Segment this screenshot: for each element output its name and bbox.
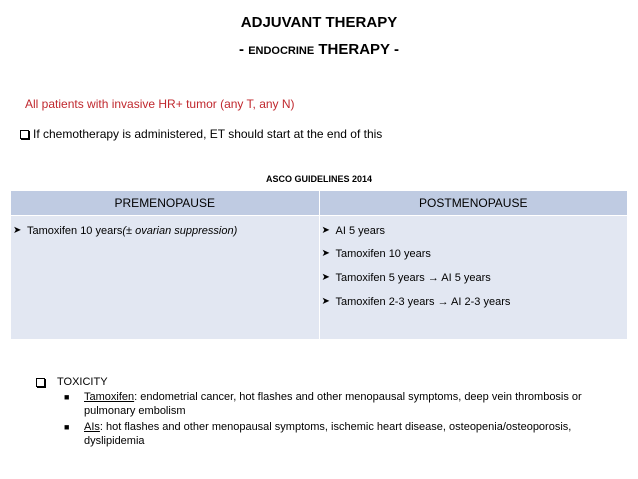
premenopause-note: (± ovarian suppression) bbox=[122, 225, 238, 237]
toxicity-heading-text: TOXICITY bbox=[57, 376, 108, 388]
checkbox-bullet-icon bbox=[20, 130, 29, 139]
subtitle-suffix: THERAPY - bbox=[314, 41, 399, 58]
checkbox-bullet-icon bbox=[36, 378, 45, 387]
list-item bbox=[11, 216, 319, 238]
square-bullet-icon: ■ bbox=[64, 392, 70, 402]
chemo-note-text: If chemotherapy is administered, ET should start at the end of this bbox=[33, 127, 383, 141]
chemo-note bbox=[20, 127, 382, 142]
guidelines-table bbox=[10, 190, 628, 340]
postmenopause-option: AI 5 years bbox=[335, 225, 386, 237]
toxicity-description: : endometrial cancer, hot flashes and other menopausal symptoms, deep vein thrombosis or pulmonary embolism bbox=[84, 391, 582, 417]
premenopause-cell bbox=[11, 216, 320, 340]
list-item bbox=[64, 390, 624, 418]
arrow-bullet-icon: ➤ bbox=[321, 272, 330, 283]
indication-text: All patients with invasive HR+ tumor (any T, any N) bbox=[25, 97, 295, 111]
toxicity-item-text bbox=[84, 390, 624, 418]
square-bullet-icon: ■ bbox=[64, 422, 70, 432]
column-header-premenopause: PREMENOPAUSE bbox=[11, 191, 320, 216]
toxicity-drug-label: AIs bbox=[84, 421, 100, 433]
list-item bbox=[64, 420, 624, 448]
arrow-bullet-icon: ➤ bbox=[13, 225, 22, 236]
postmenopause-option: Tamoxifen 10 years bbox=[335, 248, 431, 260]
toxicity-list bbox=[64, 390, 624, 450]
postmenopause-option: Tamoxifen 2-3 years → AI 2-3 years bbox=[335, 296, 511, 308]
toxicity-description: : hot flashes and other menopausal symptoms, ischemic heart disease, osteopenia/osteoporosis, dyslipidemia bbox=[84, 421, 572, 447]
toxicity-drug-label: Tamoxifen bbox=[84, 391, 135, 403]
slide-subtitle bbox=[0, 41, 638, 60]
postmenopause-option: Tamoxifen 5 years → AI 5 years bbox=[335, 272, 491, 284]
premenopause-text: Tamoxifen 10 years bbox=[27, 225, 123, 237]
toxicity-heading bbox=[36, 375, 108, 389]
subtitle-prefix: - bbox=[239, 41, 249, 58]
toxicity-item-text bbox=[84, 420, 624, 448]
table-header-row bbox=[11, 191, 628, 216]
arrow-bullet-icon: ➤ bbox=[321, 248, 330, 259]
subtitle-small: ENDOCRINE bbox=[248, 45, 315, 57]
slide-title: ADJUVANT THERAPY bbox=[240, 14, 398, 31]
postmenopause-cell bbox=[319, 216, 628, 340]
arrow-bullet-icon: ➤ bbox=[321, 296, 330, 307]
list-item bbox=[320, 288, 628, 316]
table-row bbox=[11, 216, 628, 340]
arrow-bullet-icon: ➤ bbox=[321, 225, 330, 236]
guidelines-caption: ASCO GUIDELINES 2014 bbox=[265, 174, 373, 184]
column-header-postmenopause: POSTMENOPAUSE bbox=[319, 191, 628, 216]
